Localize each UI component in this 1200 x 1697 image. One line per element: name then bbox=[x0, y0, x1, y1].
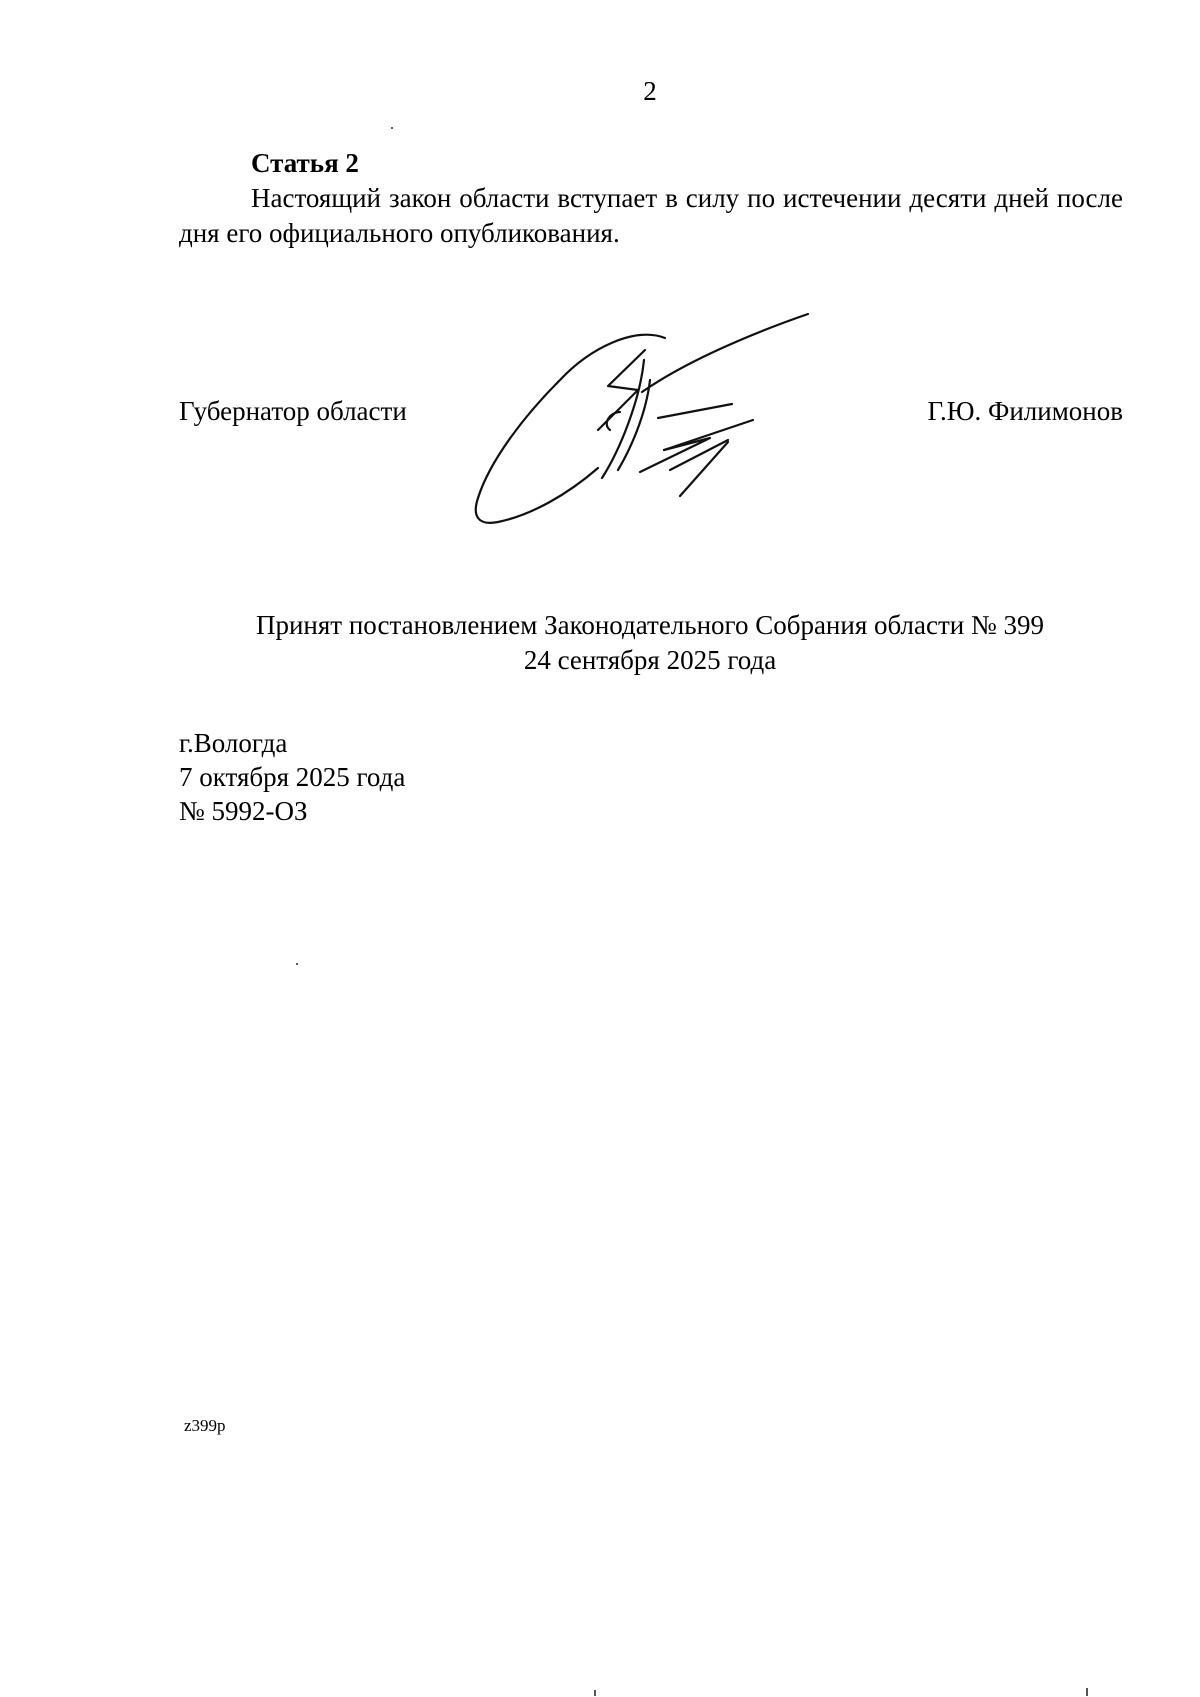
place-date-block bbox=[179, 726, 405, 828]
scan-speck bbox=[594, 1690, 596, 1696]
handwritten-signature bbox=[470, 300, 820, 540]
adoption-line-2: 24 сентября 2025 года bbox=[523, 645, 777, 675]
article-title: Статья 2 bbox=[251, 148, 359, 178]
scan-speck bbox=[296, 963, 298, 965]
document-code: z399p bbox=[184, 1416, 226, 1435]
scan-speck bbox=[391, 127, 393, 129]
law-number: № 5992-ОЗ bbox=[179, 796, 308, 826]
signer-name: Г.Ю. Филимонов bbox=[927, 396, 1123, 426]
scan-speck bbox=[1086, 1688, 1088, 1696]
page-number: 2 bbox=[643, 76, 657, 106]
signer-position: Губернатор области bbox=[179, 396, 407, 426]
city: г.Вологда bbox=[179, 728, 288, 758]
article-body: Настоящий закон области вступает в силу по истечении десяти дней после дня его официального опубликования. bbox=[179, 183, 1123, 248]
adoption-note bbox=[0, 608, 1200, 678]
law-date: 7 октября 2025 года bbox=[179, 762, 406, 792]
adoption-line-1: Принят постановлением Законодательного Собрания области № 399 bbox=[255, 610, 1045, 640]
